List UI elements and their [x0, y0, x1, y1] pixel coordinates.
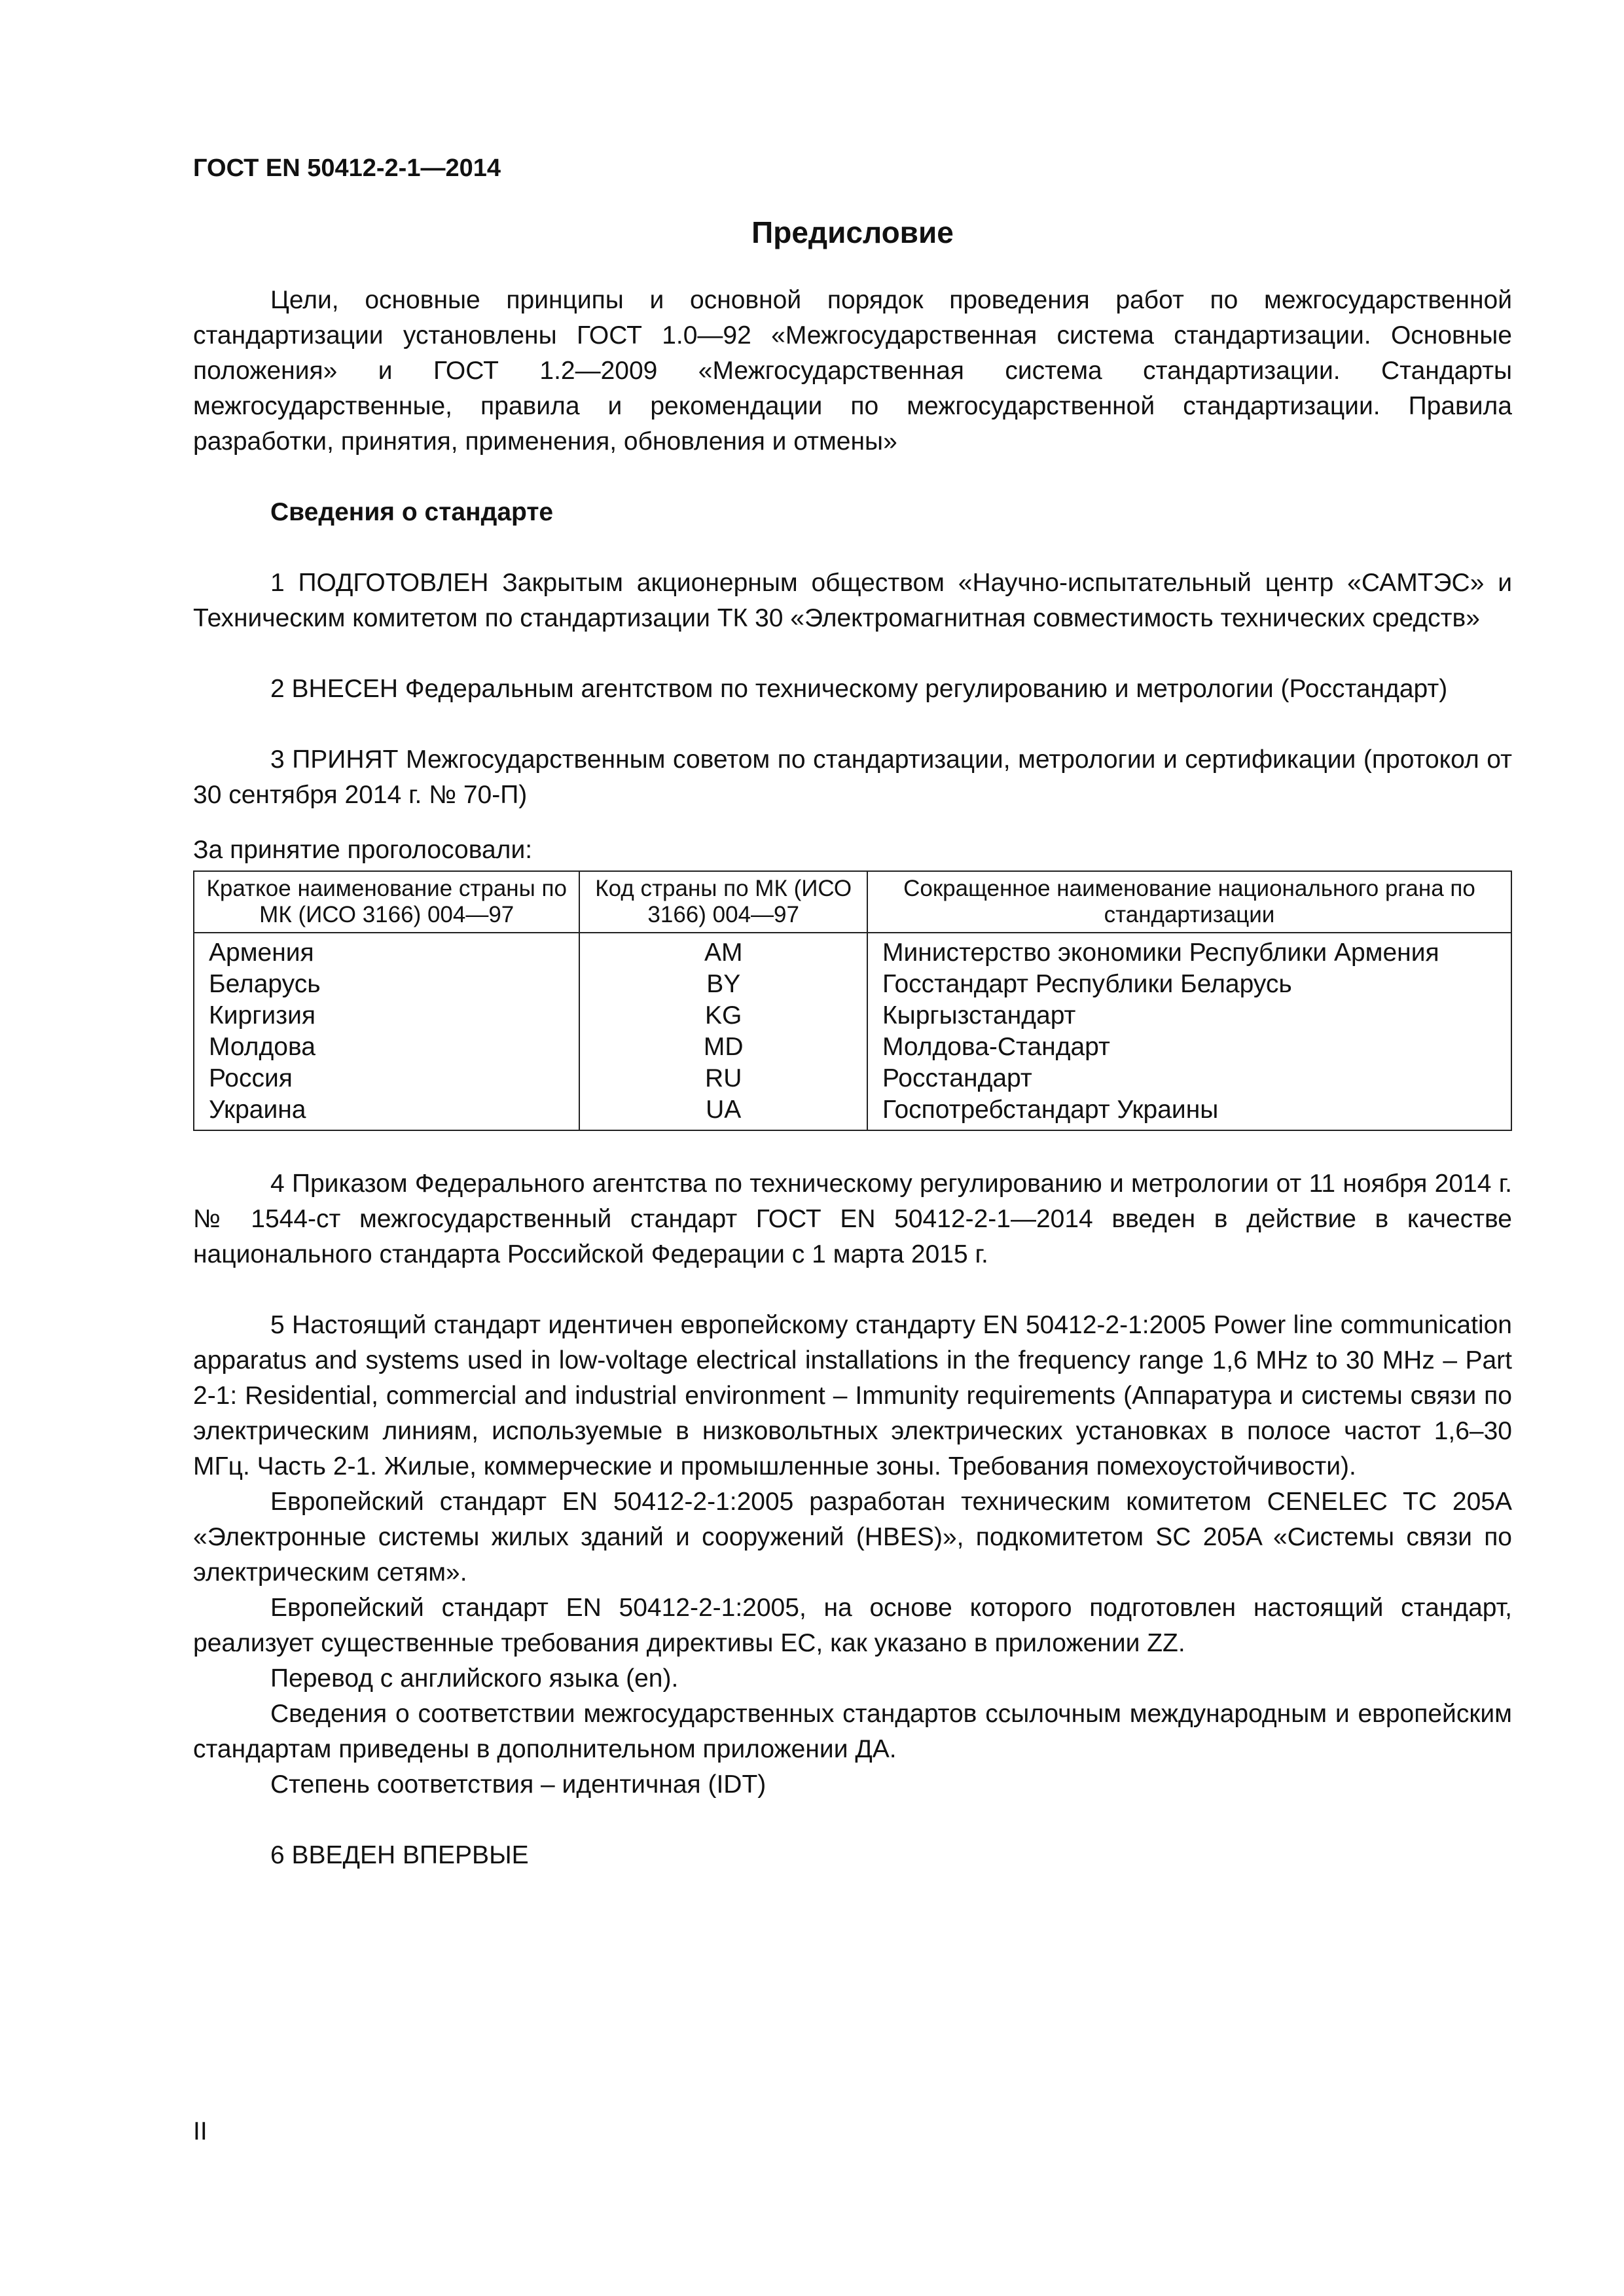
intro-paragraph: Цели, основные принципы и основной порядок проведения работ по межгосударственной стандартизации установлены ГОСТ 1.0—92 «Межгосударственная система стандартизации. Основные положения» и ГОСТ 1.2—2009 «Межгосударственная система стандартизации. Стандарты межгосударственные, правила и рекомендации по межгосударственной стандартизации. Правила разработки, принятия, применения, обновления и отмены»: [193, 286, 1512, 456]
page-number: II: [193, 2117, 208, 2145]
country-cell: Киргизия: [194, 1000, 579, 1031]
section-subheading: Сведения о стандарте: [270, 498, 554, 526]
code-cell: KG: [579, 1000, 867, 1031]
country-cell: Россия: [194, 1063, 579, 1094]
code-cell: UA: [579, 1094, 867, 1130]
body-cell: Кыргызстандарт: [867, 1000, 1511, 1031]
table-row: [194, 1000, 1511, 1031]
body-cell: Министерство экономики Республики Армения: [867, 933, 1511, 969]
document-designation: ГОСТ EN 50412-2-1—2014: [193, 154, 501, 182]
table-row: [194, 1094, 1511, 1130]
table-row: [194, 933, 1511, 969]
body-cell: Росстандарт: [867, 1063, 1511, 1094]
item-6-paragraph: 6 ВВЕДЕН ВПЕРВЫЕ: [270, 1841, 529, 1869]
table-header-row: [194, 871, 1511, 933]
table-row: [194, 1031, 1511, 1063]
item-2-paragraph: 2 ВНЕСЕН Федеральным агентством по техническому регулированию и метрологии (Росстандарт): [270, 675, 1448, 703]
country-cell: Армения: [194, 933, 579, 969]
code-cell: BY: [579, 969, 867, 1000]
code-cell: AM: [579, 933, 867, 969]
body-cell: Госстандарт Республики Беларусь: [867, 969, 1511, 1000]
item-1-paragraph: 1 ПОДГОТОВЛЕН Закрытым акционерным обществом «Научно-испытательный центр «САМТЭС» и Техническим комитетом по стандартизации ТК 30 «Электромагнитная совместимость технических средств»: [193, 569, 1512, 632]
item-5-committee-paragraph: Европейский стандарт EN 50412-2-1:2005 разработан техническим комитетом CENELEC TC 205A «Электронные системы жилых зданий и сооружений (HBES)», подкомитетом SC 205A «Системы связи по электрическим сетям».: [193, 1488, 1512, 1587]
document-body: [193, 283, 1512, 1873]
column-header-body: Сокращенное наименование национального ргана по стандартизации: [867, 871, 1511, 933]
item-5-directive-paragraph: Европейский стандарт EN 50412-2-1:2005, на основе которого подготовлен настоящий стандарт, реализует существенные требования директивы ЕС, как указано в приложении ZZ.: [193, 1594, 1512, 1657]
body-cell: Молдова-Стандарт: [867, 1031, 1511, 1063]
country-cell: Молдова: [194, 1031, 579, 1063]
item-5-degree-paragraph: Степень соответствия – идентичная (IDT): [270, 1770, 767, 1799]
table-row: [194, 1063, 1511, 1094]
item-3-paragraph: 3 ПРИНЯТ Межгосударственным советом по стандартизации, метрологии и сертификации (протокол от 30 сентября 2014 г. № 70-П): [193, 745, 1512, 809]
table-row: [194, 969, 1511, 1000]
body-cell: Госпотребстандарт Украины: [867, 1094, 1511, 1130]
item-5-references-paragraph: Сведения о соответствии межгосударственных стандартов ссылочным международным и европейским стандартам приведены в дополнительном приложении ДА.: [193, 1700, 1512, 1763]
column-header-country: Краткое наименование страны по МК (ИСО 3166) 004—97: [194, 871, 579, 933]
country-cell: Украина: [194, 1094, 579, 1130]
code-cell: MD: [579, 1031, 867, 1063]
country-cell: Беларусь: [194, 969, 579, 1000]
column-header-code: Код страны по МК (ИСО 3166) 004—97: [579, 871, 867, 933]
code-cell: RU: [579, 1063, 867, 1094]
vote-label: За принятие проголосовали:: [193, 836, 533, 864]
item-5-translation-paragraph: Перевод с английского языка (en).: [270, 1664, 679, 1693]
item-5-paragraph: 5 Настоящий стандарт идентичен европейскому стандарту EN 50412-2-1:2005 Power line communication apparatus and systems used in low-voltage electrical installations in the frequency range 1,6 MHz to 30 MHz – Part 2-1: Residential, commercial and industrial environment – Immunity requirements (Аппаратура и системы связи по электрическим линиям, используемые в низковольтных электрических установках в полосе частот 1,6–30 МГц. Часть 2-1. Жилые, коммерческие и промышленные зоны. Требования помехоустойчивости).: [193, 1311, 1512, 1480]
page-title: Предисловие: [751, 215, 954, 249]
item-4-paragraph: 4 Приказом Федерального агентства по техническому регулированию и метрологии от 11 ноября 2014 г. № 1544-ст межгосударственный стандарт ГОСТ EN 50412-2-1—2014 введен в действие в качестве национального стандарта Российской Федерации с 1 марта 2015 г.: [193, 1170, 1512, 1268]
voting-table: [193, 870, 1512, 1131]
